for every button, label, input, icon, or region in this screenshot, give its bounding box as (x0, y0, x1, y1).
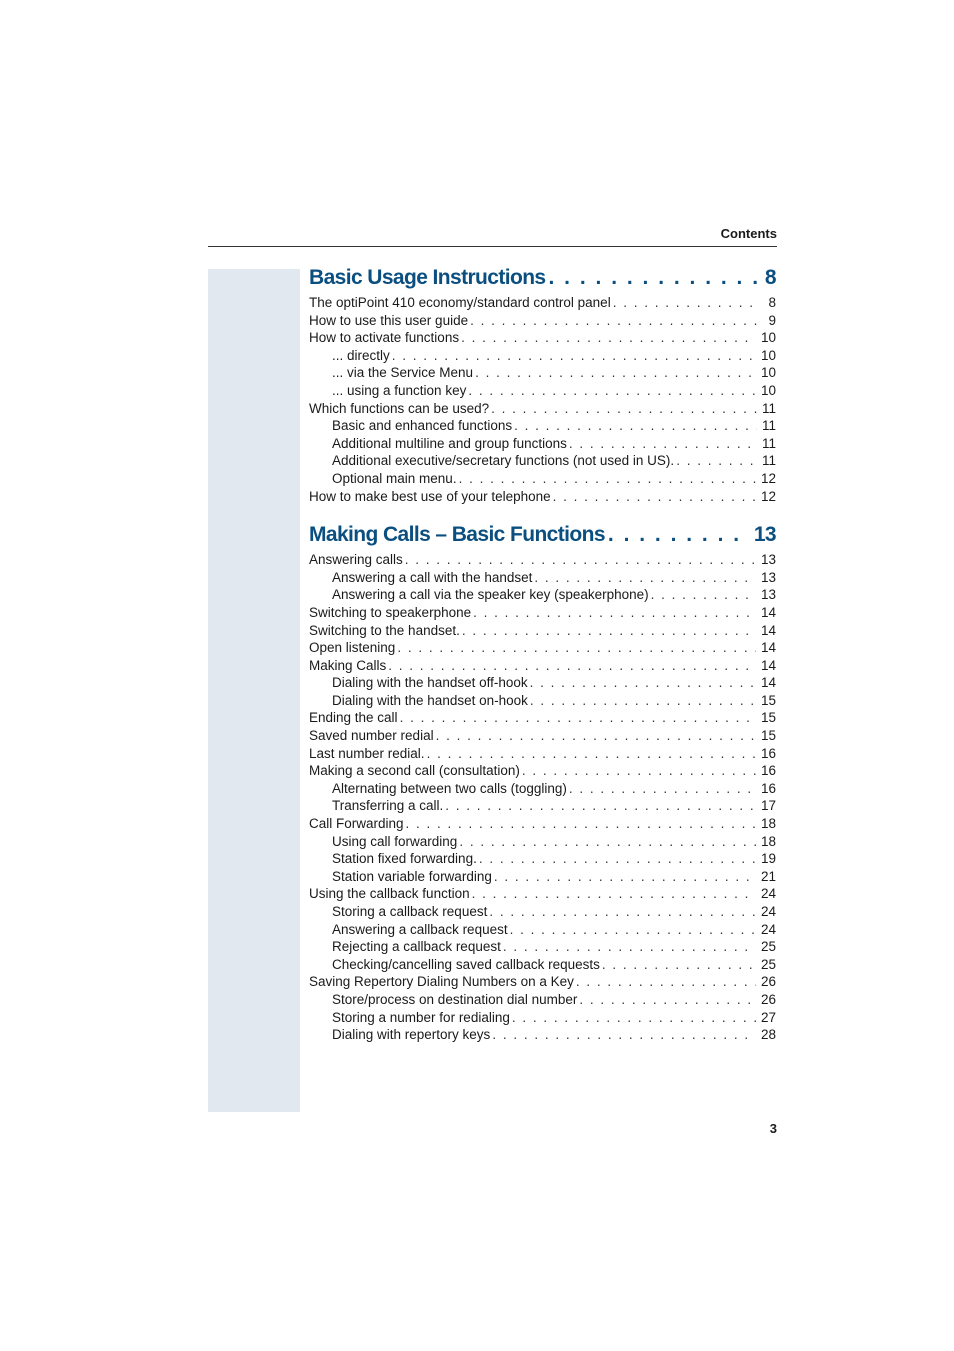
toc-entry[interactable] (309, 400, 776, 418)
toc-entry[interactable] (309, 885, 776, 903)
dot-leader (553, 488, 756, 506)
entry-title: Optional main menu. (332, 470, 457, 486)
toc-subentry[interactable] (309, 586, 776, 604)
entry-title: Additional executive/secretary functions (not used in US). (332, 453, 675, 469)
dot-leader (436, 727, 756, 745)
entry-page-number: 24 (760, 886, 776, 902)
entry-title: Storing a number for redialing (332, 1009, 510, 1025)
entry-page-number: 28 (760, 1027, 776, 1043)
entry-page-number: 10 (760, 382, 776, 398)
dot-leader (608, 519, 748, 551)
toc-entry[interactable] (309, 639, 776, 657)
entry-title: Making a second call (consultation) (309, 763, 520, 779)
section-heading[interactable] (309, 519, 776, 551)
entry-page-number: 15 (760, 728, 776, 744)
entry-title: Dialing with the handset off-hook (332, 675, 528, 691)
toc-section (309, 262, 776, 505)
toc-entry[interactable] (309, 551, 776, 569)
toc-subentry[interactable] (309, 674, 776, 692)
entry-page-number: 26 (760, 974, 776, 990)
toc-entry[interactable] (309, 973, 776, 991)
dot-leader (512, 1009, 756, 1027)
dot-leader (534, 569, 756, 587)
dot-leader (400, 709, 756, 727)
toc-subentry[interactable] (309, 569, 776, 587)
dot-leader (651, 586, 756, 604)
entry-title: Dialing with repertory keys (332, 1027, 491, 1043)
toc-subentry[interactable] (309, 991, 776, 1009)
toc-entry[interactable] (309, 815, 776, 833)
dot-leader (494, 868, 756, 886)
entry-title: Transferring a call. (332, 798, 444, 814)
entry-title: Store/process on destination dial number (332, 991, 578, 1007)
toc-subentry[interactable] (309, 797, 776, 815)
toc-subentry[interactable] (309, 1026, 776, 1044)
dot-leader (468, 382, 756, 400)
dot-leader (475, 364, 756, 382)
toc-section (309, 519, 776, 1044)
entry-page-number: 14 (760, 675, 776, 691)
toc-subentry[interactable] (309, 417, 776, 435)
dot-leader (510, 921, 756, 939)
entry-title: Station fixed forwarding. (332, 851, 477, 867)
entry-page-number: 25 (760, 956, 776, 972)
table-of-contents (309, 262, 776, 1044)
toc-subentry[interactable] (309, 452, 776, 470)
entry-title: ... via the Service Menu (332, 365, 474, 381)
entry-page-number: 8 (768, 295, 776, 310)
header-divider (208, 246, 777, 247)
entry-page-number: 12 (760, 488, 776, 504)
entry-page-number: 9 (768, 312, 776, 328)
dot-leader (462, 622, 756, 640)
dot-leader (576, 973, 756, 991)
section-heading[interactable] (309, 262, 776, 294)
dot-leader (472, 885, 756, 903)
entry-page-number: 11 (761, 453, 776, 469)
toc-subentry[interactable] (309, 692, 776, 710)
entry-page-number: 19 (760, 851, 776, 867)
toc-entry[interactable] (309, 745, 776, 763)
entry-page-number: 18 (760, 833, 776, 849)
entry-page-number: 11 (761, 418, 776, 434)
entry-title: Answering a call via the speaker key (speakerphone) (332, 587, 649, 603)
entry-title: Dialing with the handset on-hook (332, 692, 528, 708)
dot-leader (473, 604, 756, 622)
entry-title: Basic and enhanced functions (332, 418, 513, 434)
entry-page-number: 10 (760, 347, 776, 363)
dot-leader (492, 1026, 756, 1044)
dot-leader (602, 956, 756, 974)
entry-title: Rejecting a callback request (332, 939, 501, 955)
dot-leader (427, 745, 756, 763)
entry-page-number: 15 (760, 710, 776, 726)
dot-leader (445, 797, 756, 815)
entry-page-number: 13 (760, 587, 776, 603)
entry-page-number: 17 (760, 798, 776, 814)
entry-page-number: 25 (760, 939, 776, 955)
entry-page-number: 15 (760, 692, 776, 708)
dot-leader (569, 780, 756, 798)
toc-entry[interactable] (309, 622, 776, 640)
dot-leader (579, 991, 756, 1009)
entry-page-number: 13 (760, 569, 776, 585)
toc-subentry[interactable] (309, 868, 776, 886)
entry-title: How to use this user guide (309, 312, 469, 328)
entry-title: Saved number redial (309, 728, 434, 744)
toc-subentry[interactable] (309, 780, 776, 798)
toc-entry[interactable] (309, 329, 776, 347)
dot-leader (530, 674, 756, 692)
dot-leader (530, 692, 756, 710)
entry-title: The optiPoint 410 economy/standard control panel (309, 295, 611, 310)
entry-title: ... using a function key (332, 382, 467, 398)
dot-leader (503, 938, 756, 956)
entry-page-number: 16 (760, 745, 776, 761)
toc-subentry[interactable] (309, 382, 776, 400)
toc-entry[interactable] (309, 312, 776, 330)
entry-page-number: 13 (760, 552, 776, 568)
entry-title: Station variable forwarding (332, 868, 492, 884)
entry-page-number: 24 (760, 921, 776, 937)
entry-title: Using the callback function (309, 886, 470, 902)
dot-leader (676, 452, 757, 470)
entry-title: Which functions can be used? (309, 400, 490, 416)
entry-page-number: 14 (760, 640, 776, 656)
entry-page-number: 10 (760, 365, 776, 381)
entry-title: Switching to speakerphone (309, 604, 472, 620)
dot-leader (406, 815, 756, 833)
running-header: Contents (720, 226, 777, 241)
entry-title: Last number redial. (309, 745, 425, 761)
toc-entry[interactable] (309, 762, 776, 780)
toc-entry[interactable] (309, 488, 776, 506)
dot-leader (459, 833, 756, 851)
dot-leader (613, 294, 757, 312)
entry-page-number: 11 (761, 435, 776, 451)
dot-leader (392, 347, 756, 365)
dot-leader (569, 435, 757, 453)
toc-subentry[interactable] (309, 956, 776, 974)
toc-subentry[interactable] (309, 347, 776, 365)
entry-title: Answering a call with the handset (332, 569, 533, 585)
entry-title: ... directly (332, 347, 390, 363)
dot-leader (470, 312, 757, 330)
entry-page-number: 10 (760, 330, 776, 346)
entry-title: Making Calls (309, 657, 387, 673)
toc-subentry[interactable] (309, 850, 776, 868)
entry-page-number: 16 (760, 780, 776, 796)
entry-title: Switching to the handset. (309, 622, 460, 638)
toc-subentry[interactable] (309, 921, 776, 939)
entry-title: Alternating between two calls (toggling) (332, 780, 567, 796)
entry-page-number: 18 (760, 816, 776, 832)
entry-page-number: 14 (760, 657, 776, 673)
entry-title: Additional multiline and group functions (332, 435, 567, 451)
entry-page-number: 12 (760, 470, 776, 486)
dot-leader (489, 903, 756, 921)
toc-subentry[interactable] (309, 1009, 776, 1027)
toc-entry[interactable] (309, 294, 776, 312)
dot-leader (461, 329, 756, 347)
section-page-number: 8 (764, 266, 776, 289)
entry-title: How to make best use of your telephone (309, 488, 551, 504)
dot-leader (549, 262, 759, 294)
toc-entry[interactable] (309, 727, 776, 745)
entry-title: Call Forwarding (309, 816, 404, 832)
entry-page-number: 11 (761, 400, 776, 416)
entry-page-number: 21 (760, 868, 776, 884)
dot-leader (459, 470, 756, 488)
entry-page-number: 24 (760, 904, 776, 919)
dot-leader (388, 657, 756, 675)
entry-title: Checking/cancelling saved callback requests (332, 956, 600, 972)
dot-leader (491, 400, 757, 418)
toc-subentry[interactable] (309, 938, 776, 956)
entry-page-number: 26 (760, 991, 776, 1007)
toc-subentry[interactable] (309, 435, 776, 453)
entry-title: Using call forwarding (332, 833, 458, 849)
toc-subentry[interactable] (309, 364, 776, 382)
dot-leader (479, 850, 756, 868)
entry-page-number: 27 (760, 1009, 776, 1025)
dot-leader (514, 417, 757, 435)
section-title-text: Making Calls – Basic Functions (309, 523, 605, 547)
page-number: 3 (769, 1121, 777, 1136)
entry-title: How to activate functions (309, 330, 460, 346)
entry-page-number: 16 (760, 763, 776, 779)
entry-title: Storing a callback request (332, 904, 488, 919)
toc-entry[interactable] (309, 709, 776, 727)
entry-page-number: 14 (760, 604, 776, 620)
entry-title: Answering a callback request (332, 921, 508, 937)
entry-title: Saving Repertory Dialing Numbers on a Key (309, 974, 574, 990)
toc-entry[interactable] (309, 657, 776, 675)
section-page-number: 13 (753, 523, 776, 547)
dot-leader (405, 551, 756, 569)
margin-sidebar (208, 269, 300, 1112)
toc-subentry[interactable] (309, 833, 776, 851)
toc-subentry[interactable] (309, 903, 776, 921)
toc-subentry[interactable] (309, 470, 776, 488)
entry-title: Ending the call (309, 710, 398, 726)
entry-title: Answering calls (309, 552, 403, 568)
toc-entry[interactable] (309, 604, 776, 622)
section-title-text: Basic Usage Instructions (309, 266, 546, 289)
dot-leader (397, 639, 756, 657)
entry-title: Open listening (309, 640, 396, 656)
entry-page-number: 14 (760, 622, 776, 638)
dot-leader (522, 762, 756, 780)
